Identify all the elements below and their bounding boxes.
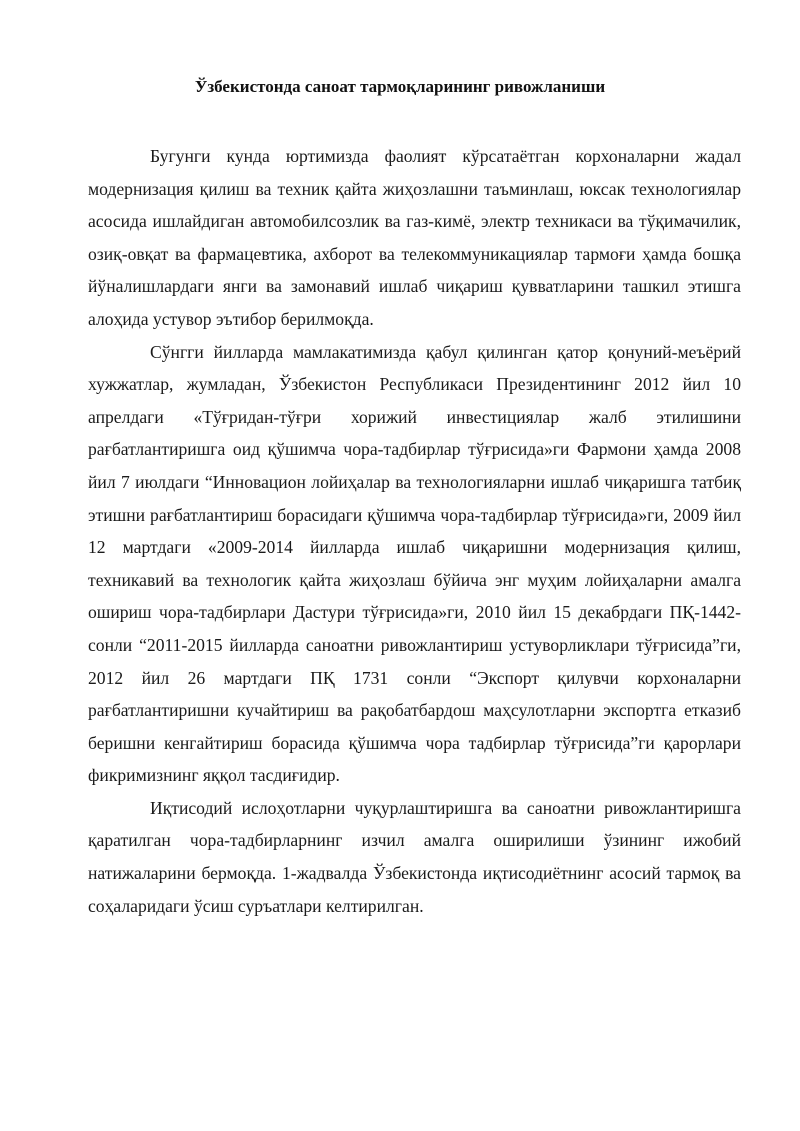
- paragraph-1: Бугунги кунда юртимизда фаолият кўрсатаётган корхоналарни жадал модернизация қилиш ва техник қайта жиҳозлашни таъминлаш, юксак технологиялар асосида ишлайдиган автомобилсозлик ва газ-кимё, электр техникаси ва тўқимачилик, озиқ-овқат ва фармацевтика, ахборот ва телекоммуникациялар тармоғи ҳамда бошқа йўналишлардаги янги ва замонавий ишлаб чиқариш қувватларини ташкил этишга алоҳида устувор эътибор берилмоқда.: [88, 146, 741, 329]
- document-body: [88, 140, 741, 922]
- document-title: Ўзбекистонда саноат тармоқларининг ривожланиши: [194, 77, 606, 96]
- paragraph-3: Иқтисодий ислоҳотларни чуқурлаштиришга ва саноатни ривожлантиришга қаратилган чора-тадбирларнинг изчил амалга оширилиши ўзининг ижобий натижаларини бермоқда. 1-жадвалда Ўзбекистонда иқтисодиётнинг асосий тармоқ ва соҳаларидаги ўсиш суръатлари келтирилган.: [88, 797, 741, 916]
- paragraph-2: Сўнгги йилларда мамлакатимизда қабул қилинган қатор қонуний-меъёрий хужжатлар, жумладан, Ўзбекистон Республикаси Президентининг 2012 йил 10 апрелдаги «Тўғридан-тўғри хорижий инвестициялар жалб этилишини рағбатлантиришга оид қўшимча чора-тадбирлар тўғрисида»ги Фармони ҳамда 2008 йил 7 июлдаги “Инновацион лойиҳалар ва технологияларни ишлаб чиқаришга татбиқ этишни рағбатлантириш борасидаги қўшимча чора-тадбирлар тўғрисида»ги, 2009 йил 12 мартдаги «2009-2014 йилларда ишлаб чиқаришни модернизация қилиш, техникавий ва технологик қайта жиҳозлаш бўйича энг муҳим лойиҳаларни амалга ошириш чора-тадбирлари Дастури тўғрисида»ги, 2010 йил 15 декабрдаги ПҚ-1442-сонли “2011-2015 йилларда саноатни ривожлантириш устуворликлари тўғрисида”ги, 2012 йил 26 мартдаги ПҚ 1731 сонли “Экспорт қилувчи корхоналарни рағбатлантиришни кучайтириш ва рақобатбардош маҳсулотларни экспортга етказиб беришни кенгайтириш борасида қўшимча чора тадбирлар тўғрисида”ги қарорлари фикримизнинг яққол тасдиғидир.: [88, 341, 741, 786]
